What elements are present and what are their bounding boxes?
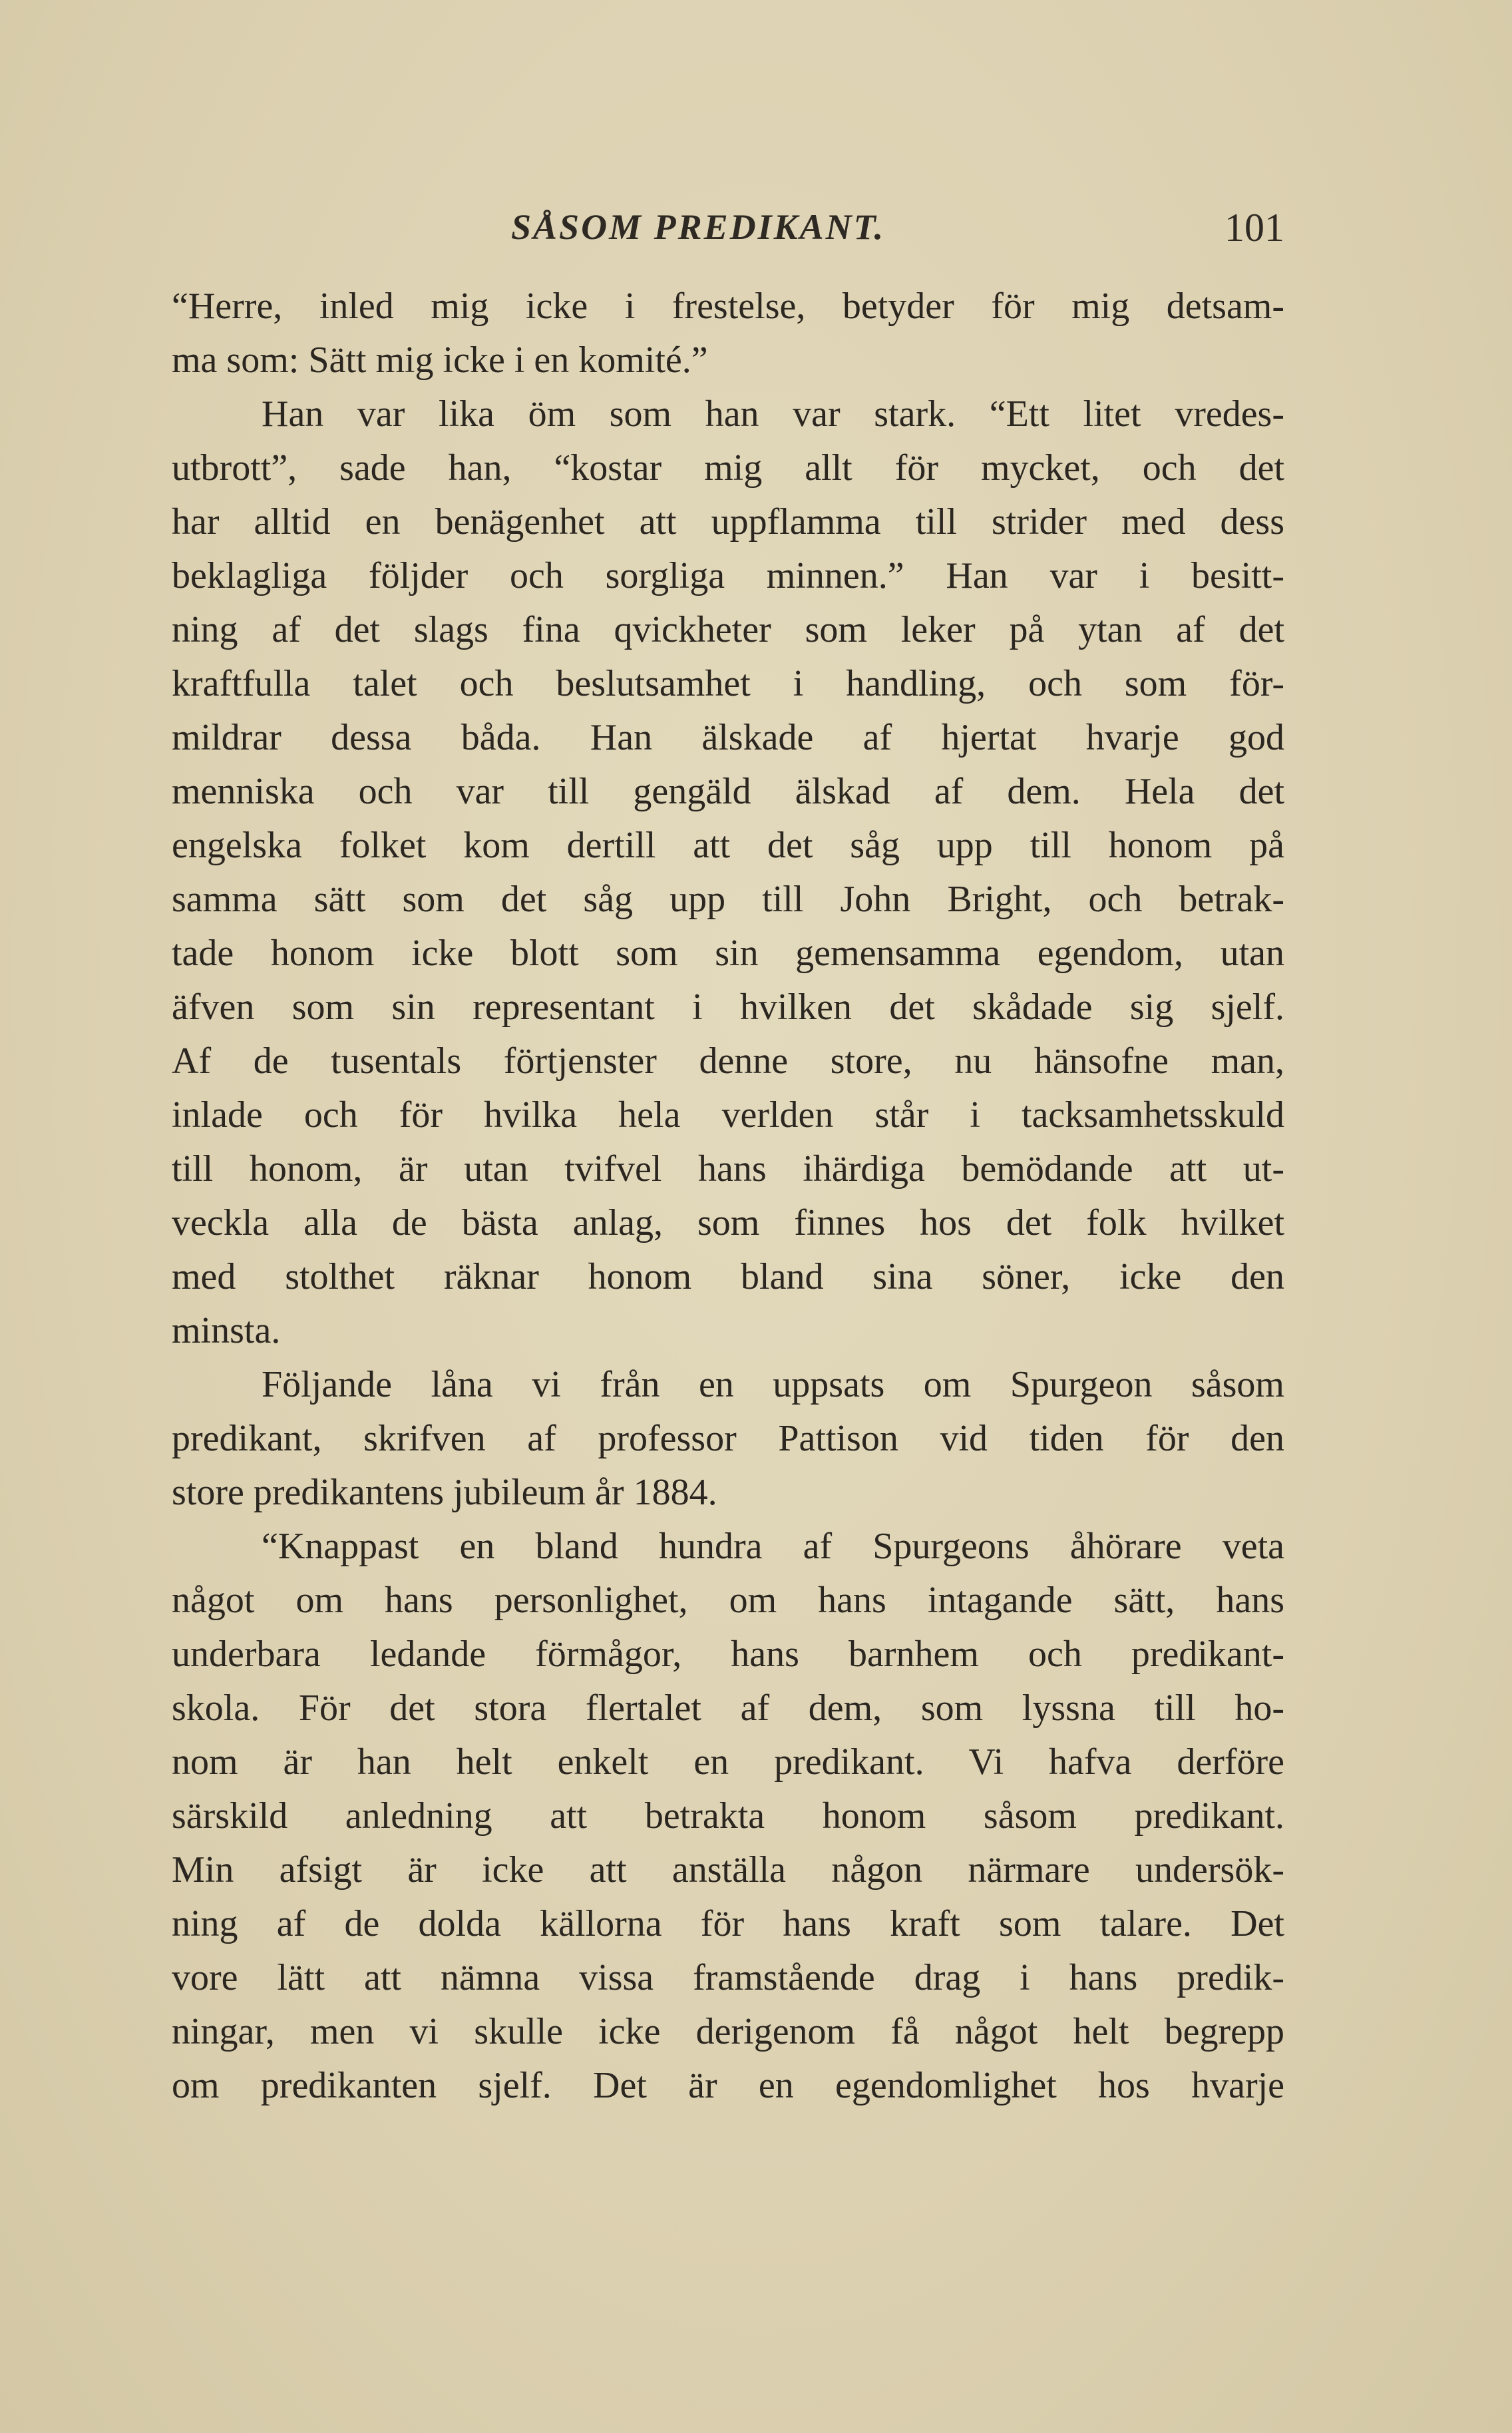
text-line: ning af de dolda källorna för hans kraft som talare. Det — [172, 1903, 1284, 1944]
text-line: ma som: Sätt mig icke i en komité.” — [172, 339, 708, 381]
text-line: med stolthet räknar honom bland sina söner, icke den — [172, 1256, 1284, 1297]
text-line: om predikanten sjelf. Det är en egendomlighet hos hvarje — [172, 2065, 1284, 2106]
running-head — [172, 200, 1284, 253]
text-line: nom är han helt enkelt en predikant. Vi hafva derföre — [172, 1741, 1284, 1783]
text-line: store predikantens jubileum år 1884. — [172, 1472, 717, 1513]
text-line: äfven som sin representant i hvilken det skådade sig sjelf. — [172, 987, 1284, 1028]
text-line: skola. För det stora flertalet af dem, som lyssna till ho- — [172, 1687, 1284, 1729]
text-line: underbara ledande förmågor, hans barnhem och predikant- — [172, 1634, 1284, 1675]
text-line: Af de tusentals förtjenster denne store, nu hänsofne man, — [172, 1040, 1284, 1082]
text-line: har alltid en benägenhet att uppflamma till strider med dess — [172, 501, 1284, 543]
text-line: tade honom icke blott som sin gemensamma egendom, utan — [172, 933, 1284, 974]
text-line: veckla alla de bästa anlag, som finnes hos det folk hvilket — [172, 1202, 1284, 1243]
text-line: inlade och för hvilka hela verlden står i tacksamhetsskuld — [172, 1094, 1284, 1136]
running-title: SÅSOM PREDIKANT. — [511, 207, 886, 247]
text-line: mildrar dessa båda. Han älskade af hjertat hvarje god — [172, 717, 1284, 758]
text-line: minsta. — [172, 1310, 281, 1351]
text-line: engelska folket kom dertill att det såg upp till honom på — [172, 825, 1284, 866]
text-line: utbrott”, sade han, “kostar mig allt för mycket, och det — [172, 447, 1284, 489]
text-line: Följande låna vi från en uppsats om Spurgeon såsom — [262, 1364, 1284, 1405]
text-line: kraftfulla talet och beslutsamhet i handling, och som för- — [172, 663, 1284, 704]
text-line: ningar, men vi skulle icke derigenom få något helt begrepp — [172, 2011, 1284, 2052]
text-line: predikant, skrifven af professor Pattison vid tiden för den — [172, 1418, 1284, 1459]
text-line: Min afsigt är icke att anställa någon närmare undersök- — [172, 1849, 1284, 1890]
page-number: 101 — [1225, 206, 1284, 250]
text-line: Han var lika öm som han var stark. “Ett litet vredes- — [262, 393, 1284, 435]
text-line: samma sätt som det såg upp till John Bright, och betrak- — [172, 879, 1284, 920]
text-line: något om hans personlighet, om hans intagande sätt, hans — [172, 1580, 1284, 1621]
text-line: “Herre, inled mig icke i frestelse, betyder för mig detsam- — [172, 286, 1284, 327]
text-line: beklagliga följder och sorgliga minnen.” Han var i besitt- — [172, 555, 1284, 596]
text-line: ning af det slags fina qvickheter som leker på ytan af det — [172, 609, 1284, 650]
text-line: särskild anledning att betrakta honom såsom predikant. — [172, 1795, 1284, 1837]
text-line: vore lätt att nämna vissa framstående drag i hans predik- — [172, 1957, 1284, 1998]
text-line: till honom, är utan tvifvel hans ihärdiga bemödande att ut- — [172, 1148, 1284, 1190]
body-text — [172, 280, 1284, 2113]
text-line: menniska och var till gengäld älskad af dem. Hela det — [172, 771, 1284, 812]
text-line: “Knappast en bland hundra af Spurgeons åhörare veta — [262, 1526, 1284, 1567]
